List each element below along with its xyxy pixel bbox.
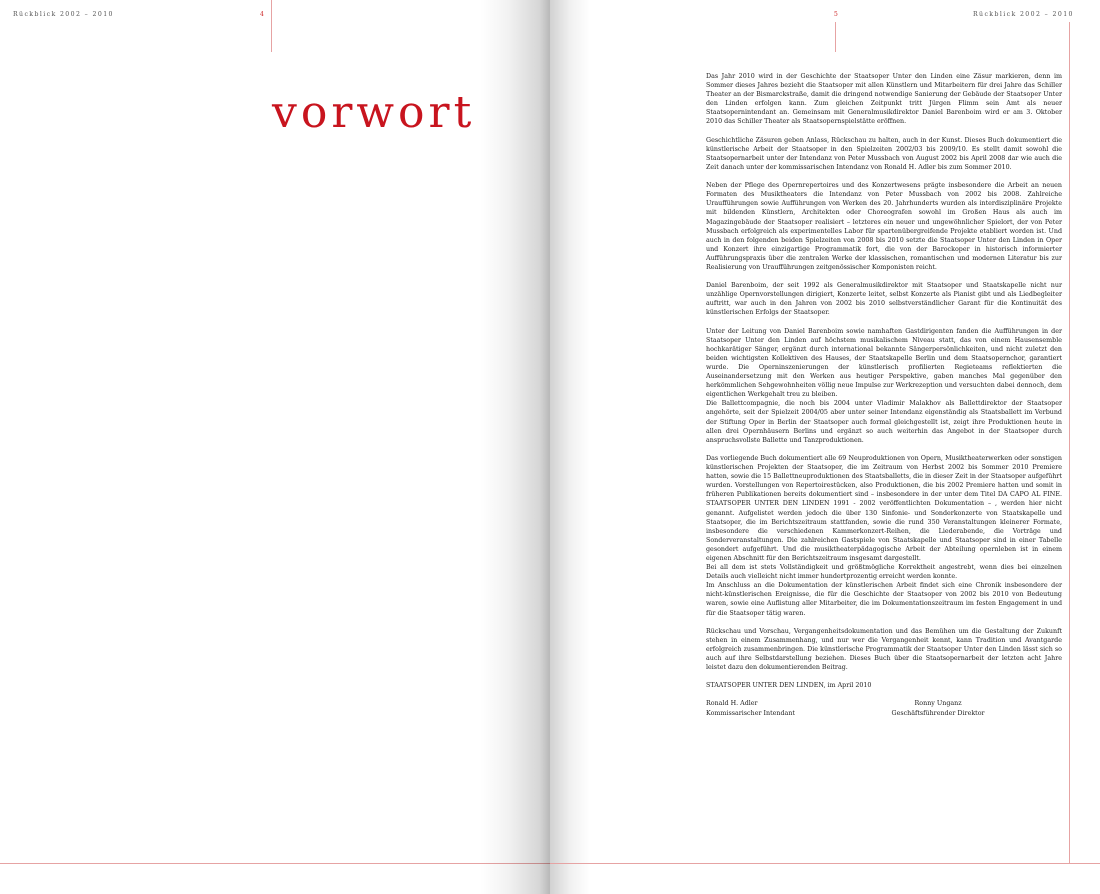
paragraph: Unter der Leitung von Daniel Barenboim sowie namhaften Gastdirigenten fanden die Aufführungen in der Staatsoper Unter den Linden auf höchstem musikalischem Niveau statt, das von einem Hausensemble hochkarätiger Sänger, ergänzt durch international bekannte Sängerpersönlichkeiten, und nicht zuletzt den beiden wichtigsten Kollektiven des Hauses, der Staatskapelle Berlin und dem Staatsopernchor, garantiert wurde. Die Operninszenierungen der künstlerisch profilierten Regieteams reflektierten die Auseinandersetzung mit den Werken aus heutiger Perspektive, gaben manches Mal gegenüber den herkömmlichen Sehgewohnheiten völlig neue Impulse zur Werkrezeption und versuchten dabei dennoch, dem eigentlichen Werkgehalt treu zu bleiben. xyxy=(706,327,1062,399)
signatory-role: Kommissarischer Intendant xyxy=(706,709,795,717)
signature-adler xyxy=(706,699,852,717)
signatory-role: Geschäftsführender Direktor xyxy=(891,709,985,717)
paragraph: Bei all dem ist stets Vollständigkeit und größtmögliche Korrektheit angestrebt, wenn dies bei einzelnen Details auch vielleicht nicht immer hundertprozentig erreicht werden konnte. xyxy=(706,564,1062,581)
signatory-name: Ronny Unganz xyxy=(914,700,962,708)
chapter-title: vorwort xyxy=(272,87,476,139)
paragraph: Im Anschluss an die Dokumentation der künstlerischen Arbeit findet sich eine Chronik insbesondere der nicht-künstlerischen Ereignisse, die für die Geschichte der Staatsoper von 2002 bis 2010 von Bedeutung waren, sowie eine Auflistung aller Mitarbeiter, die im Dokumentationszeitraum im festen Engagement in und für die Staatsoper tätig waren. xyxy=(706,582,1062,617)
page-number-right: 5 xyxy=(834,11,838,18)
signatory-name: Ronald H. Adler xyxy=(706,700,758,708)
paragraph: Rückschau und Vorschau, Vergangenheitsdokumentation und das Bemühen um die Gestaltung der Zukunft stehen in einem Zusammenhang, und nur wer die Vergangenheit kennt, kann Tradition und Avantgarde erfolgreich zusammenbringen. Die künstlerische Programmatik der Staatsoper Unter den Linden lässt sich so auch auf ihre Selbstdarstellung beziehen. Dieses Buch über die Staatsopernarbeit der letzten acht Jahre leistet dazu den dokumentierenden Beitrag. xyxy=(706,627,1062,672)
running-head-left: Rückblick 2002 – 2010 xyxy=(13,11,114,18)
bottom-rule-left xyxy=(0,863,550,864)
margin-rule-outer xyxy=(1069,22,1070,863)
margin-rule-vertical xyxy=(271,0,272,52)
paragraph: Das Jahr 2010 wird in der Geschichte der Staatsoper Unter den Linden eine Zäsur markieren, denn im Sommer dieses Jahres bezieht die Staatsoper mit allen Künstlern und Mitarbeitern für drei Jahre das Schiller Theater an der Bismarckstraße, damit die dringend notwendige Sanierung der Gebäude der Staatsoper Unter den Linden erfolgen kann. Zum gleichen Zeitpunkt tritt Jürgen Flimm sein Amt als neuer Staatsopernintendant an. Gemeinsam mit Generalmusikdirektor Daniel Barenboim wird er am 3. Oktober 2010 das Schiller Theater als Staatsopernspielstätte eröffnen. xyxy=(706,73,1062,126)
paragraph: Das vorliegende Buch dokumentiert alle 69 Neuproduktionen von Opern, Musiktheaterwerken oder sonstigen künstlerischen Projekten der Staatsoper, die im Zeitraum von Herbst 2002 bis Sommer 2010 Premiere hatten, sowie die 15 Ballettneuproduktionen des Staatsballetts, die in dieser Zeit in der Staatsoper aufgeführt wurden. Vorstellungen von Repertoirestücken, also Produktionen, die bis 2002 Premiere hatten und somit in früheren Publikationen bereits dokumentiert sind – insbesondere in der unter dem Titel DA CAPO AL FINE. STAATSOPER UNTER DEN LINDEN 1991 - 2002 veröffentlichten Dokumentation – , werden hier nicht genannt. Aufgelistet werden jedoch die über 130 Sinfonie- und Sonderkonzerte von Staatskapelle und Staatsoper, die im Berichtszeitraum stattfanden, sowie die rund 350 Veranstaltungen kleinerer Formate, insbesondere die verschiedenen Kammerkonzert-Reihen, die Liederabende, die Vorträge und Sonderveranstaltungen. Die zahlreichen Gastspiele von Staatskapelle und Staatsoper sind in einer Tabelle gesondert aufgeführt. Und die musiktheaterpädagogische Arbeit der Abteilung opernleben ist in einem eigenen Abschnitt für den Berichtszeitraum insgesamt dargestellt. xyxy=(706,454,1062,562)
signature-unganz xyxy=(852,699,1024,717)
paragraph: Neben der Pflege des Opernrepertoires und des Konzertwesens prägte insbesondere die Arbeit an neuen Formaten des Musiktheaters die Intendanz von Peter Mussbach von 2002 bis 2008. Zahlreiche Uraufführungen sowie Aufführungen von Werken des 20. Jahrhunderts wurden als interdisziplinäre Projekte mit bildenden Künstlern, Architekten oder Choreografen sowohl im Großen Haus als auch im Magazingebäude der Staatsoper realisiert – letzteres ein neuer und ungewöhnlicher Spielort, der von Peter Mussbach erfolgreich als experimentelles Labor für spartenübergreifende Projekte etabliert worden ist. Und auch in den folgenden beiden Spielzeiten von 2008 bis 2010 setzte die Staatsoper Unter den Linden in Oper und Konzert ihre einzigartige Programmatik fort, die von der Barockoper in historisch informierter Aufführungspraxis über die zentralen Werke der klassischen, romantischen und modernen Literatur bis zur Realisierung von Uraufführungen zeitgenössischer Komponisten reicht. xyxy=(706,182,1062,271)
paragraph: Geschichtliche Zäsuren geben Anlass, Rückschau zu halten, auch in der Kunst. Dieses Buch dokumentiert die künstlerische Arbeit der Staatsoper in den Spielzeiten 2002/03 bis 2009/10. Es stellt damit sowohl die Staatsopernarbeit unter der Intendanz von Peter Mussbach von August 2002 bis April 2008 dar wie auch die Zeit danach unter der kommissarischen Intendanz von Ronald H. Adler bis zum Sommer 2010. xyxy=(706,136,1062,171)
foreword-body xyxy=(706,72,1062,718)
margin-rule-vertical xyxy=(835,22,836,52)
paragraph: Die Ballettcompagnie, die noch bis 2004 unter Vladimir Malakhov als Ballettdirektor der Staatsoper angehörte, seit der Spielzeit 2004/05 aber unter seiner Intendanz eigenständig als Staatsballett im Verbund der Stiftung Oper in Berlin der Staatsoper auch formal gleichgestellt ist, zeigt ihre Produktionen heute in allen drei Opernhäusern Berlins und ergänzt so auch weiterhin das Angebot in der Staatsoper durch anspruchsvollste Ballette und Tanzproduktionen. xyxy=(706,400,1062,444)
signatures xyxy=(706,699,1062,717)
signoff xyxy=(706,681,1062,717)
bottom-rule-right xyxy=(550,863,1100,864)
gutter-shadow xyxy=(480,0,550,894)
paragraph: Daniel Barenboim, der seit 1992 als Generalmusikdirektor mit Staatsoper und Staatskapelle nicht nur unzählige Opernvorstellungen dirigiert, Konzerte leitet, selbst Konzerte als Pianist gibt und als Liedbegleiter auftritt, war auch in den Jahren von 2002 bis 2010 selbstverständlicher Garant für die Kontinuität des künstlerischen Erfolgs der Staatsoper. xyxy=(706,282,1062,317)
place-date: STAATSOPER UNTER DEN LINDEN, im April 2010 xyxy=(706,682,872,690)
page-number-left: 4 xyxy=(260,11,264,18)
gutter-shadow xyxy=(550,0,590,894)
running-head-right: Rückblick 2002 – 2010 xyxy=(973,11,1074,18)
